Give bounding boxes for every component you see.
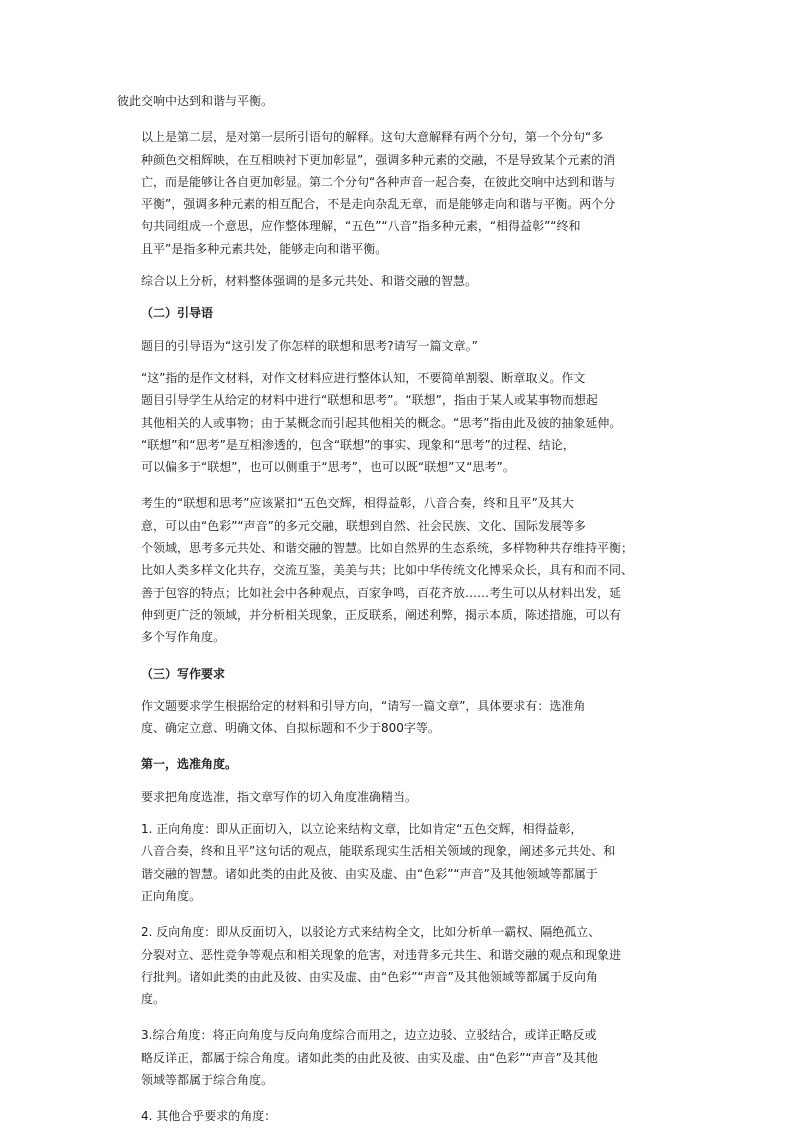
text-line: 个领域，思考多元共处、和谐交融的智慧。比如自然界的生态系统，多样物种共存维持平衡； [141,541,634,556]
text-line: 题目引导学生从给定的材料中进行“联想和思考”。“联想”，指由于某人或某事物而想起 [141,393,598,408]
text-line: 正向角度。 [141,888,202,903]
text-line: 彼此交响中达到和谐与平衡。 [117,94,274,108]
text-line: 可以偏多于“联想”，也可以侧重于“思考”，也可以既“联想”又“思考”。 [141,460,515,475]
text-line: “联想”和“思考”是互相渗透的，包含“联想”的事实、现象和“思考”的过程、结论， [141,437,575,452]
text-line: 八音合奏，终和且平”这句话的观点，能联系现实生活相关领域的现象，阐述多元共处、和 [141,844,616,859]
text-line: 平衡”，强调多种元素的相互配合，不是走向杂乱无章，而是能够走向和谐与平衡。两个分 [141,197,616,212]
text-line: 略反详正，都属于综合角度。诸如此类的由此及彼、由实及虚、由“色彩”“声音”及其他 [141,1050,598,1065]
paragraph-summary [117,270,673,292]
paragraph-zhe-meaning [117,367,673,478]
paragraph-continuation [117,90,673,112]
text-line: 伸到更广泛的领域，并分析相关现象，正反联系，阐述利弊，揭示本质，陈述措施，可以有 [141,607,622,622]
text-line: 考生的“联想和思考”应该紧扣“五色交辉，相得益彰，八音合奏，终和且平”及其大 [141,496,574,511]
text-line: 题目的引导语为“这引发了你怎样的联想和思考?请写一篇文章。” [141,338,478,353]
section-heading-guidance [117,302,673,324]
heading-text: （二）引导语 [141,306,214,321]
text-line: 种颜色交相辉映，在互相映衬下更加彰显”，强调多种元素的交融，不是导致某个元素的消 [141,152,616,167]
paragraph-combined-angle [117,1024,673,1091]
text-line: 且平”是指多种元素共处，能够走向和谐平衡。 [141,241,388,256]
text-line: 多个写作角度。 [141,630,226,645]
text-line: 以上是第二层，是对第一层所引语句的解释。这句大意解释有两个分句，第一个分句“多 [141,130,604,145]
section-heading-writing-requirements [117,663,673,685]
text-line: 4. 其他合乎要求的角度： [141,1109,277,1124]
paragraph-association-thinking [117,492,673,648]
text-line: 作文题要求学生根据给定的材料和引导方向，“请写一篇文章”，具体要求有：选准角 [141,698,586,713]
text-line: 1. 正向角度：即从正面切入，以立论来结构文章，比如肯定“五色交辉，相得益彰， [141,822,583,837]
paragraph-negative-angle [117,921,673,1010]
text-line: 亡，而是能够让各自更加彰显。第二个分句“各种声音一起合奏，在彼此交响中达到和谐与 [141,174,616,189]
text-line: 善于包容的特点；比如社会中各种观点，百家争鸣，百花齐放……考生可以从材料出发，延 [141,585,622,600]
text-line: 比如人类多样文化共存，交流互鉴，美美与共；比如中华传统文化博采众长，具有和而不同、 [141,563,634,578]
text-line: 度、确定立意、明确文体、自拟标题和不少于800字等。 [141,721,440,736]
heading-text: 第一，选准角度。 [141,757,238,772]
paragraph-requirements [117,695,673,740]
text-line: 谐交融的智慧。诸如此类的由此及彼、由实及虚、由“色彩”“声音”及其他领域等都属于 [141,866,598,881]
text-line: 要求把角度选准，指文章写作的切入角度准确精当。 [141,789,418,804]
text-line: “这”指的是作文材料，对作文材料应进行整体认知，不要简单割裂、断章取义。作文 [141,370,586,385]
text-line: 3.综合角度：将正向角度与反向角度综合而用之，边立边驳、立驳结合，或详正略反或 [141,1028,597,1043]
paragraph-angle-definition [117,786,673,808]
text-line: 分裂对立、恶性竞争等观点和相关现象的危害，对违背多元共生、和谐交融的观点和现象进 [141,947,622,962]
text-line: 2. 反向角度：即从反面切入，以驳论方式来结构全文，比如分析单一霸权、隔绝孤立、 [141,925,601,940]
text-line: 度。 [141,992,166,1007]
heading-text: （三）写作要求 [141,666,226,681]
text-line: 意，可以由“色彩”“声音”的多元交融，联想到自然、社会民族、文化、国际发展等多 [141,518,586,533]
document-page [117,90,673,1128]
paragraph-positive-angle [117,818,673,907]
paragraph-guidance-quote [117,335,673,357]
text-line: 综合以上分析，材料整体强调的是多元共处、和谐交融的智慧。 [141,274,478,289]
paragraph-second-layer-explanation [117,126,673,260]
subheading-choose-angle [117,753,673,775]
text-line: 句共同组成一个意思，应作整体理解，“五色”“八音”指多种元素，“相得益彰”“终和 [141,219,581,234]
text-line: 其他相关的人或事物；由于某概念而引起其他相关的概念。“思考”指由此及彼的抽象延伸。 [141,415,622,430]
text-line: 行批判。诸如此类的由此及彼、由实及虚、由“色彩”“声音”及其他领域等都属于反向角 [141,969,598,984]
paragraph-other-angles [117,1105,673,1127]
text-line: 领域等都属于综合角度。 [141,1072,274,1087]
